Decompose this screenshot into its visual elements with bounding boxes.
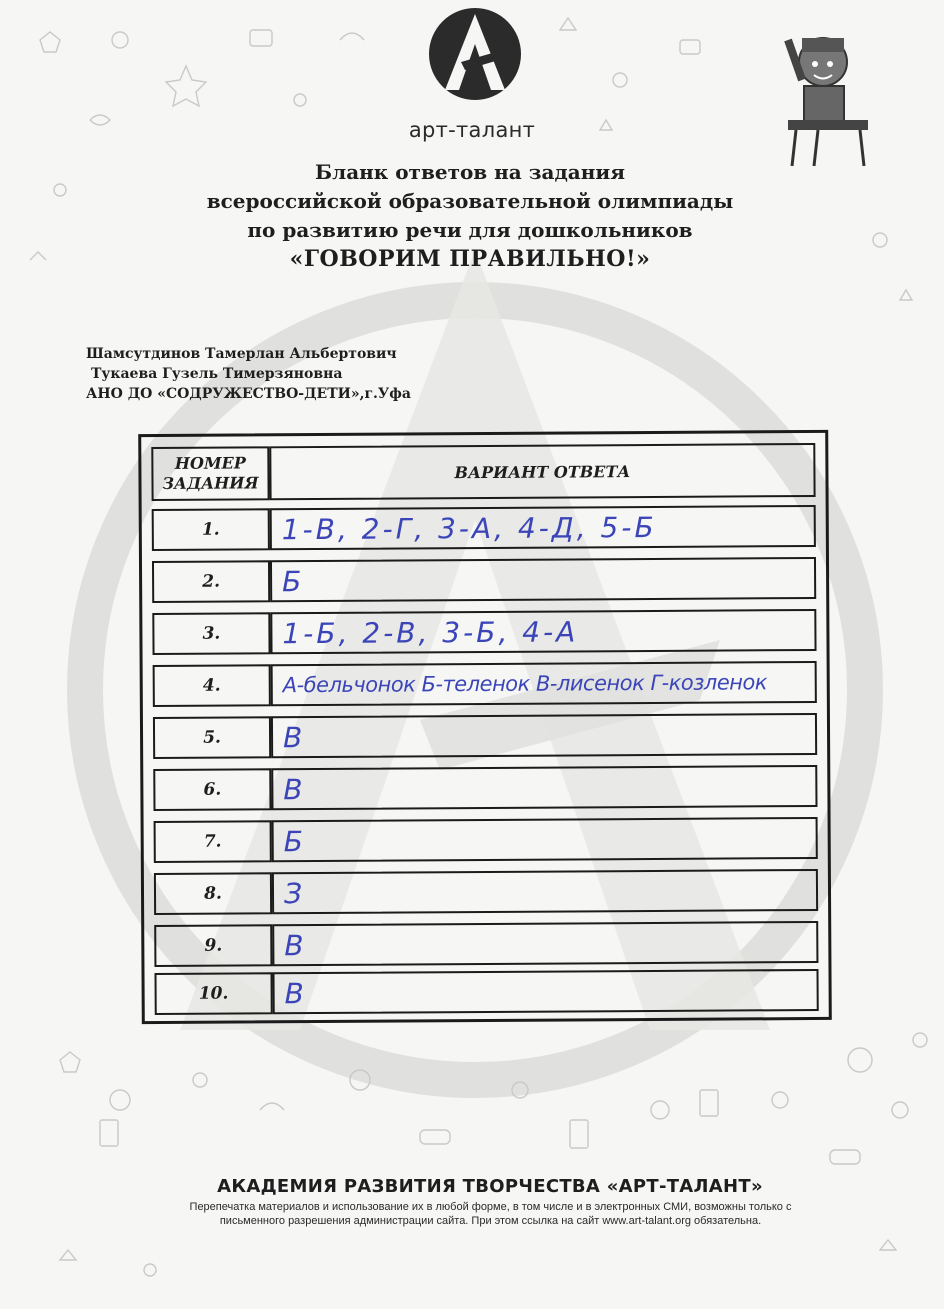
- header-task-number: [151, 446, 269, 501]
- participant-info: [86, 344, 506, 404]
- answer-cell: В: [272, 969, 818, 1014]
- footer-copyright-note: [118, 1200, 863, 1228]
- answer-cell: В: [272, 921, 818, 966]
- answer-cell: 1-Б, 2-В, 3-Б, 4-А: [270, 609, 816, 654]
- header-task-number-line2: ЗАДАНИЯ: [162, 473, 259, 493]
- task-number: 6.: [153, 768, 271, 811]
- task-number: 7.: [154, 820, 272, 863]
- answer-cell: В: [271, 765, 817, 810]
- task-number: 8.: [154, 872, 272, 915]
- art-talant-logo: [425, 4, 525, 104]
- schoolboy-illustration: [768, 20, 878, 170]
- brand-name: арт-талант: [408, 118, 536, 142]
- teacher-name: Тукаева Гузель Тимерзяновна: [91, 366, 343, 382]
- title-line-2: всероссийской образовательной олимпиады: [206, 189, 734, 213]
- header-answer-variant: ВАРИАНТ ОТВЕТА: [269, 443, 815, 500]
- footer-note-line2: письменного разрешения администрации сайта. При этом ссылка на сайт www.art-talant.org обязательна.: [219, 1215, 762, 1227]
- answer-cell: В: [271, 713, 817, 758]
- task-number: 1.: [152, 508, 270, 551]
- title-line-3: по развитию речи для дошкольников: [247, 218, 693, 242]
- footer-note-line1: Перепечатка материалов и использование их в любой форме, в том числе и в электронных СМИ, возможны только с: [189, 1201, 792, 1213]
- student-name: Шамсутдинов Тамерлан Альбертович: [86, 346, 397, 362]
- olympiad-name: «ГОВОРИМ ПРАВИЛЬНО!»: [289, 246, 651, 272]
- task-number: 9.: [154, 924, 272, 967]
- task-number: 2.: [152, 560, 270, 603]
- header-task-number-line1: НОМЕР: [174, 453, 246, 473]
- organization-name: АНО ДО «СОДРУЖЕСТВО-ДЕТИ»,г.Уфа: [86, 386, 411, 402]
- answer-cell: Б: [270, 557, 816, 602]
- task-number: 10.: [154, 972, 272, 1015]
- answer-cell: 1-В, 2-Г, 3-А, 4-Д, 5-Б: [270, 505, 816, 550]
- answer-cell: З: [272, 869, 818, 914]
- task-number: 4.: [153, 664, 271, 707]
- answer-table: [138, 430, 832, 1024]
- footer-academy-title: АКАДЕМИЯ РАЗВИТИЯ ТВОРЧЕСТВА «АРТ-ТАЛАНТ»: [217, 1176, 763, 1197]
- answer-cell: Б: [272, 817, 818, 862]
- task-number: 5.: [153, 716, 271, 759]
- title-line-1: Бланк ответов на задания: [315, 160, 625, 184]
- answer-cell: А-бельчонок Б-теленок В-лисенок Г-козленок: [271, 661, 817, 706]
- form-title: [150, 158, 790, 274]
- task-number: 3.: [152, 612, 270, 655]
